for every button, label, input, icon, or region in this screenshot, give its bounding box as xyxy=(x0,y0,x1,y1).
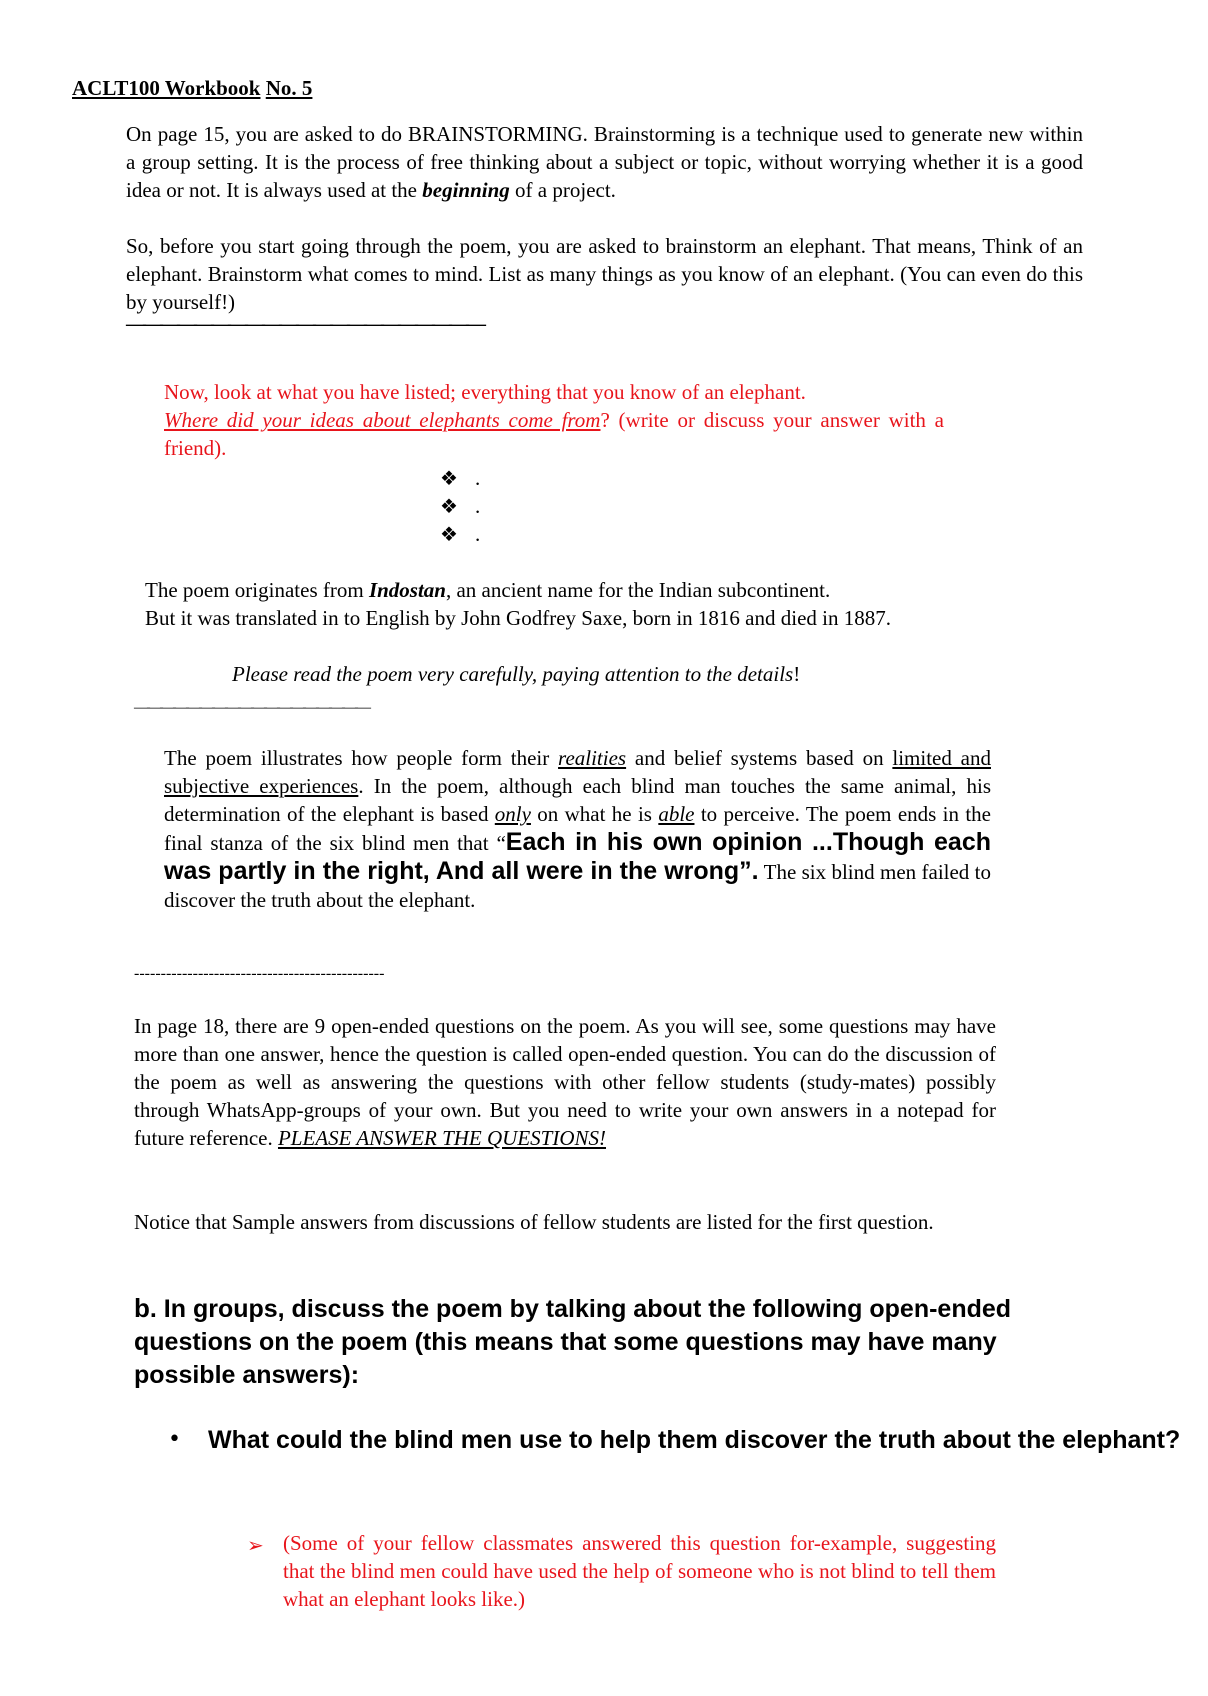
able-emphasis: able xyxy=(658,802,695,826)
intro-beginning-emphasis: beginning xyxy=(422,178,510,202)
limited-experiences-emphasis: limited and subjective experiences xyxy=(164,746,991,798)
intro-paragraph-elephant: So, before you start going through the poem, you are asked to brainstorm an elephant. That means, Think of an elephant. Brainstorm what comes to mind. List as many things as you know of an elephant. (You can even do this by yourself!) xyxy=(126,234,1083,314)
sample-answer-text: (Some of your fellow classmates answered this question for-example, suggesting that the blind men could have used the help of someone who is not blind to tell them what an elephant looks like.) xyxy=(283,1531,996,1611)
realities-emphasis: realities xyxy=(558,746,627,770)
origin-line: The poem originates from Indostan, an ancient name for the Indian subcontinent. xyxy=(145,578,831,602)
indostan-emphasis: Indostan xyxy=(368,578,446,602)
sample-answers-note: Notice that Sample answers from discussions of fellow students are listed for the first question. xyxy=(134,1210,934,1234)
separator-rule: ————————————————————— xyxy=(126,313,483,335)
separator-rule: ----------------------------------------------- xyxy=(134,965,385,982)
section-label: b xyxy=(134,1293,150,1323)
poem-quote: Each in his own opinion ...Though each was partly in the right, And all were in the wrong”. xyxy=(164,828,991,885)
intro-text-end: of a project. xyxy=(509,178,616,202)
document-page: ACLT100 Workbook No. 5 On page 15, you are asked to do BRAINSTORMING. Brainstorming is a technique used to generate new within a group setting. It is the process of free thinking about a subject or topic, without worrying whether it is a good idea or not. It is always used at the beginning of a project. So, before you start going through the poem, you are asked to brainstorm an elephant. That means, Think of an elephant. Brainstorm what comes to mind. List as many things as you know of an elephant. (You can even do this by yourself!) ————————————————————— Now, look at what you have listed; everything that you know of an elephant. Where did your ideas about elephants come from? (write or discuss your answer with a friend). ❖ . ❖ . ❖ . The poem originates from Indostan, an ancient name for the Indian subcontinent. But it was translated in to English by John Godfrey Saxe, born in 1816 and died in 1887. Please read the poem very carefully, paying attention to the details! —————————————————— The poem illustrates how people form their realities and belief systems based on limited and subjective experiences. In the poem, although each blind man touches the same animal, his determination of the elephant is based only on what he is able to perceive. The poem ends in the final stanza of the six blind men that “Each in his own opinion ...Though each was partly in the right, And all were in the wrong”. The six blind men failed to discover the truth about the elephant. ----------------------------------------------- In page 18, there are 9 open-ended questions on the poem. As you will see, some questions may have more than one answer, hence the question is called open-ended question. You can do the discussion of the poem as well as answering the questions with other fellow students (study-mates) possibly through WhatsApp-groups of your own. But you need to write your own answers in a notepad for future reference. PLEASE ANSWER THE QUESTIONS! Notice that Sample answers from discussions of fellow students are listed for the first question. b. In groups, discuss the poem by talking about the following open-ended questions on the poem (this means that some questions may have many possible answers): • What could the blind men use to help them discover the truth about the elephant? ➢ (Some of your fellow classmates answered this question for-example, suggesting that the blind men could have used the help of someone who is not blind to tell them what an elephant looks like.) xyxy=(0,0,1200,1696)
answer-questions-callout: PLEASE ANSWER THE QUESTIONS! xyxy=(277,1126,606,1150)
diamond-bullet-icon: ❖ xyxy=(440,494,458,518)
prompt-box xyxy=(164,378,944,462)
only-emphasis: only xyxy=(494,802,531,826)
title-number: No. 5 xyxy=(265,76,313,100)
intro-text: On page 15, you are asked to do BRAINSTORMING. Brainstorming is a technique used to generate new within a group setting. It is the process of free thinking about a subject or topic, without worrying whether it is a good idea or not. It is always used at the xyxy=(126,122,1083,202)
bullet-icon: • xyxy=(168,1427,181,1452)
separator-rule: —————————————————— xyxy=(134,699,368,716)
title-course: ACLT100 Workbook xyxy=(72,76,261,100)
reading-instruction: Please read the poem very carefully, paying attention to the details! xyxy=(232,662,801,686)
arrow-bullet-icon: ➢ xyxy=(247,1533,264,1557)
origin-paragraph xyxy=(145,576,1105,632)
intro-paragraph-brainstorming xyxy=(126,120,1083,204)
poem-summary: The poem illustrates how people form their realities and belief systems based on limited and subjective experiences. In the poem, although each blind man touches the same animal, his determination of the elephant is based only on what he is able to perceive. The poem ends in the final stanza of the six blind men that “Each in his own opinion ...Though each was partly in the right, And all were in the wrong”. The six blind men failed to discover the truth about the elephant. xyxy=(164,746,991,912)
diamond-bullet-icon: ❖ xyxy=(440,466,458,490)
question-text: What could the blind men use to help them discover the truth about the elephant? xyxy=(208,1426,1181,1454)
prompt-question: Where did your ideas about elephants come from xyxy=(164,408,601,432)
questions-intro-paragraph: In page 18, there are 9 open-ended questions on the poem. As you will see, some questions may have more than one answer, hence the question is called open-ended question. You can do the discussion of the poem as well as answering the questions with other fellow students (study-mates) possibly through WhatsApp-groups of your own. But you need to write your own answers in a notepad for future reference. PLEASE ANSWER THE QUESTIONS! xyxy=(134,1014,996,1150)
section-b-heading: b. In groups, discuss the poem by talking about the following open-ended questions on the poem (this means that some questions may have many possible answers): xyxy=(134,1293,1012,1389)
diamond-bullet-icon: ❖ xyxy=(440,522,458,546)
translation-line: But it was translated in to English by John Godfrey Saxe, born in 1816 and died in 1887. xyxy=(145,606,891,630)
prompt-question-rest: ? (write or discuss your answer with a friend). xyxy=(164,408,945,460)
prompt-question-line xyxy=(164,406,944,462)
page-title xyxy=(72,74,312,102)
prompt-line: Now, look at what you have listed; everything that you know of an elephant. xyxy=(164,380,806,404)
